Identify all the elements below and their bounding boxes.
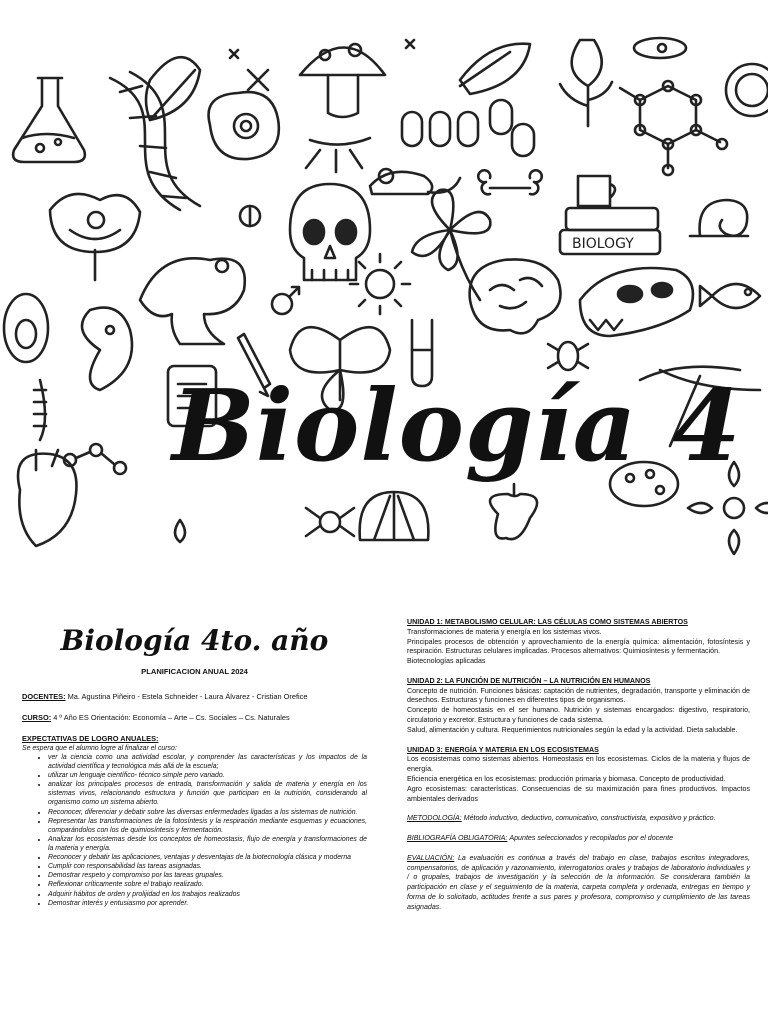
document-title: Biología 4to. año (60, 624, 329, 657)
cell-icon (209, 92, 279, 159)
skull-icon (290, 184, 370, 280)
flower-icon (50, 194, 140, 280)
expectativas-list (22, 753, 367, 908)
molecule-icon (620, 81, 727, 175)
centipede-icon (34, 380, 46, 440)
list-item: • analizar los principales procesos de entrada, transformación y salida de materia y energía en los sistemas vivos, relacionando estructura y función que participan en la nutrición, considerando al organismo como un sistema abierto. (48, 780, 367, 807)
cup-icon (578, 176, 615, 206)
flask-icon (13, 78, 85, 162)
unit-2-line: Concepto de homeostasis en el ser humano. Nutrición y sistemas encargados: digestivo, respiratorio, circulatorio y excretor. Estructura y funciones de cada sistema. (407, 706, 750, 725)
clover-icon (412, 190, 490, 300)
unit-2-line: Salud, alimentación y cultura. Requerimientos nutricionales según la edad y la actividad. Dieta saludable. (407, 725, 738, 734)
ladybug-icon (240, 206, 260, 226)
right-column (407, 618, 750, 923)
list-item: • Reconocer y debatir las aplicaciones, ventajas y desventajas de la biotecnología clásica y moderna (48, 853, 367, 862)
bibliografia-value: Apuntes seleccionados y recopilados por el docente (509, 834, 674, 843)
leaf-icon (146, 57, 200, 120)
list-item: • Reflexionar críticamente sobre el trabajo realizado. (48, 880, 367, 889)
expectativas-heading: EXPECTATIVAS DE LOGRO ANUALES: (22, 733, 159, 743)
expectativas-intro: Se espera que el alumno logre al finalizar el curso: (22, 744, 177, 752)
virus-icon (350, 254, 410, 314)
fish-icon (700, 284, 760, 308)
dna-icon (110, 72, 200, 210)
unit-2 (407, 677, 750, 736)
bibliografia-label: BIBLIOGRAFÍA OBLIGATORIA: (407, 834, 508, 843)
planning-document (0, 590, 768, 1024)
snail-icon (690, 200, 748, 236)
unit-3 (407, 746, 750, 805)
left-column (22, 618, 367, 908)
metodologia-value: Método inductivo, deductivo, comunicativo, constructivista, expositivo y práctico. (463, 814, 716, 823)
list-item: • Demostrar respeto y compromiso por las tareas grupales. (48, 871, 367, 880)
curso-label: CURSO: (22, 712, 52, 722)
unit-2-line: Concepto de nutrición. Funciones básicas: captación de nutrientes, degradación, transporte y eliminación de desechos. Estructuras y funciones en diferentes tipos de organismos. (407, 686, 750, 705)
docentes-value: Ma. Agustina Piñeiro - Estela Schneider - Laura Álvarez - Cristian Orefice (67, 691, 308, 701)
unit-1-line: Transformaciones de materia y energía en los sistemas vivos. (407, 627, 602, 636)
plant-icon (560, 40, 612, 126)
curso-line (22, 713, 367, 723)
beetle-icon (548, 342, 588, 370)
list-item: • Adquirir hábitos de orden y prolijidad en los trabajos realizados (48, 890, 367, 899)
expectativas-section (22, 734, 367, 908)
unit-1 (407, 618, 750, 667)
book-stack-icon (560, 208, 660, 254)
metodologia-line (407, 814, 750, 824)
apple-icon (490, 484, 537, 539)
unit-3-heading: UNIDAD 3: ENERGÍA Y MATERIA EN LOS ECOSISTEMAS (407, 745, 599, 754)
mushroom-icon (300, 44, 385, 172)
evaluacion-value: La evaluación es continua a través del trabajo en clase, trabajos escritos integradores, compensatorios, de aplicación y razonamiento, interrogatorios orales y trabajos de laboratorio individuales y / o grupales, trabajos de investigación y la selección de la información. Se considerara también la participación en clase y el seguimiento de la materia, carpeta completa y ordenada, entregas en tiempo y forma de lo solicitado, actitudes frente a sus pares y profesora, compromiso y cumplimiento de las tareas asignadas. (407, 853, 750, 911)
metodologia-label: METODOLOGÍA: (407, 814, 462, 823)
unit-3-line: Eficiencia energética en los ecosistemas: producción primaria y biomasa. Concepto de productividad. (407, 774, 726, 783)
evaluacion-line (407, 854, 750, 913)
list-item: • Demostrar interés y entusiasmo por aprender. (48, 899, 367, 908)
unit-3-line: Agro ecosistemas: características. Consecuencias de su maximización para fines productivos. Impactos ambientales derivados (407, 784, 750, 803)
petri-dish-icon (726, 64, 768, 116)
list-item: • Cumplir con responsabilidad las tareas asignadas. (48, 862, 367, 871)
cover-title: Biología 4 (172, 369, 742, 484)
drop-icon (175, 520, 185, 542)
paramecium-icon (634, 38, 686, 58)
plan-heading: PLANIFICACION ANUAL 2024 (141, 666, 248, 676)
dinosaur-skull-icon (580, 268, 693, 336)
unit-1-line: Principales procesos de obtención y aprovechamiento de la energía química: alimentación, fotosíntesis y respiración. Estructuras celulares implicadas. Procesos alternativos: Quimiosíntesis y fermentación. (407, 637, 750, 656)
docentes-label: DOCENTES: (22, 691, 66, 701)
bone-icon (478, 170, 541, 194)
bacteria-icon (402, 100, 534, 156)
list-item: • utilizar un lenguaje científico- técnico simple pero variado. (48, 771, 367, 780)
brain-icon (470, 259, 561, 333)
list-item: • Reconocer, diferenciar y debatir sobre las diversas enfermedades ligadas a los sistemas de nutrición. (48, 808, 367, 817)
unit-1-heading: UNIDAD 1: METABOLISMO CELULAR: LAS CÉLULAS COMO SISTEMAS ABIERTOS (407, 618, 688, 626)
unit-1-line: Biotecnologías aplicadas (407, 657, 486, 666)
curso-value: 4 º Año ES Orientación: Economía – Arte – Cs. Sociales – Cs. Naturales (53, 712, 290, 722)
bibliografia-line (407, 834, 750, 844)
shell-icon (360, 492, 429, 540)
frog-icon (140, 258, 245, 344)
book-label: BIOLOGY (572, 236, 634, 252)
feather-icon (460, 44, 530, 94)
seed-icon (4, 294, 48, 362)
embryo-icon (82, 308, 132, 391)
unit-3-line: Los ecosistemas como sistemas abiertos. Homeostasis en los ecosistemas. Ciclos de la materia y flujos de energía. (407, 755, 750, 774)
unit-2-heading: UNIDAD 2: LA FUNCIÓN DE NUTRICIÓN – LA NUTRICIÓN EN HUMANOS (407, 676, 651, 685)
list-item: • ver la ciencia como una actividad escolar, y comprender las características y los impactos de la actividad científica y tecnológica más allá de la escuela; (48, 753, 367, 771)
sparkle-icon (230, 40, 414, 90)
evaluacion-label: EVALUACIÓN: (407, 853, 455, 862)
docentes-line (22, 692, 367, 702)
list-item: • Analizar los ecosistemas desde los conceptos de homeostasis, flujo de energía y transformaciones de la materia y energía. (48, 835, 367, 853)
male-symbol-icon (272, 287, 299, 314)
spider-icon (306, 508, 354, 536)
list-item: • Representar las transformaciones de la fotosíntesis y la respiración mediante esquemas y ecuaciones, comparándolos con los de quimiosíntesis y fermentación. (48, 817, 367, 835)
